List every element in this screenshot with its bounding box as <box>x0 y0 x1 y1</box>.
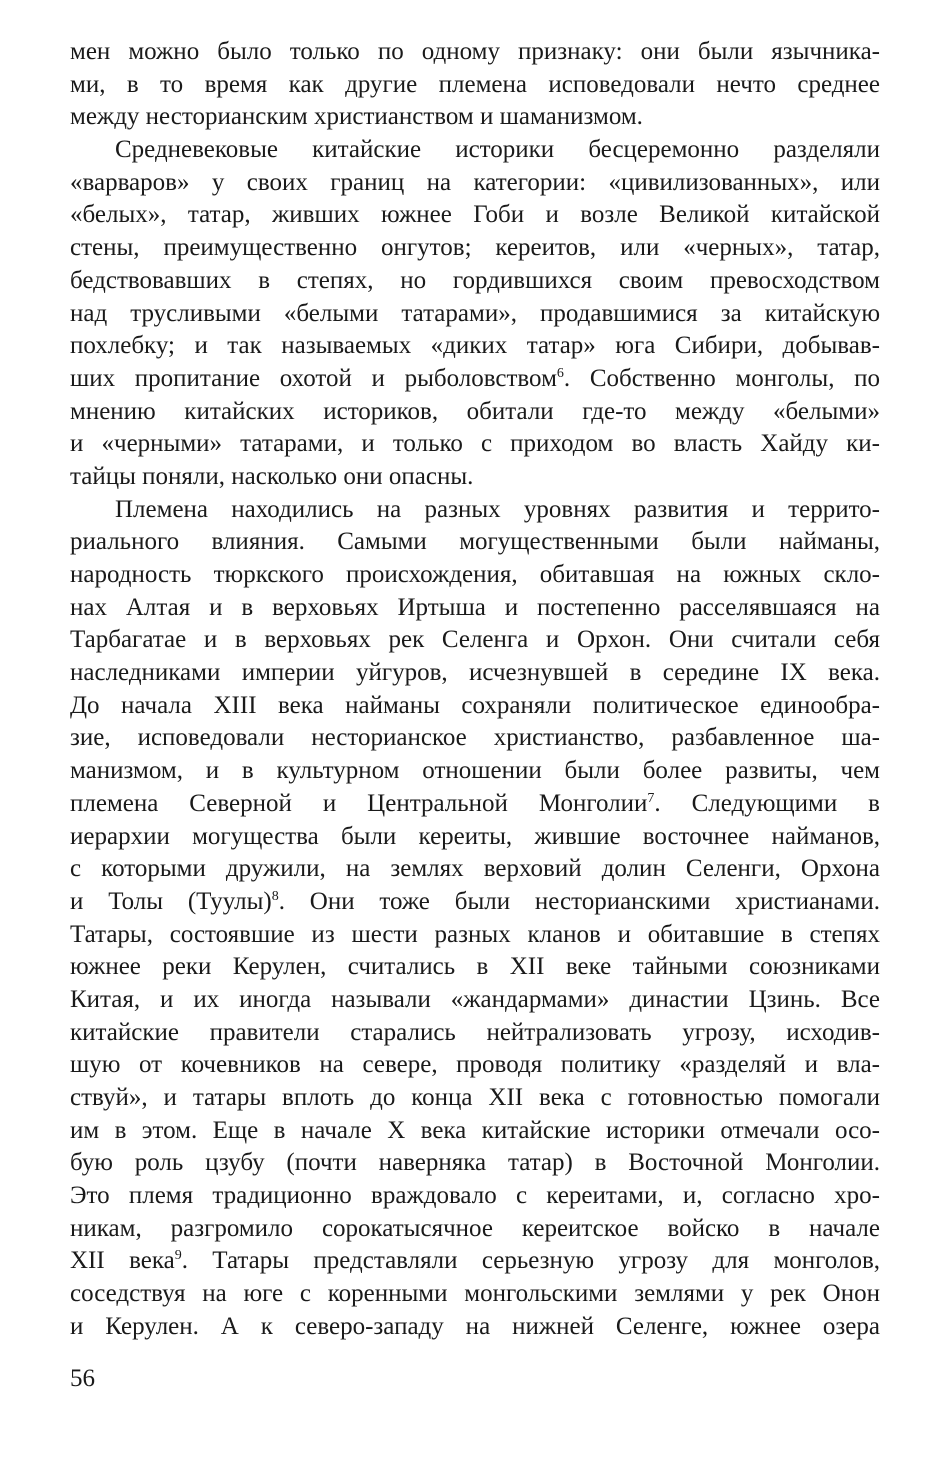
text-line-continuation: . Татары представляли серьезную угрозу для монголов, <box>181 1247 880 1275</box>
text-line <box>70 755 880 788</box>
text-line-content: зие, исповедовали несторианское христианство, разбавленное ша- <box>70 724 880 752</box>
text-line-content: стены, преимущественно онгутов; кереитов, или «черных», татар, <box>70 234 880 262</box>
text-line <box>70 690 880 723</box>
text-line-content: мнению китайских историков, обитали где-то между «белыми» <box>70 397 880 425</box>
text-line <box>70 69 880 102</box>
text-line <box>70 494 880 527</box>
page-number: 56 <box>70 1365 95 1392</box>
footnote-marker: 7 <box>647 790 655 806</box>
text-line-content: Китая, и их иногда называли «жандармами» династии Цзинь. Все <box>70 985 880 1013</box>
text-line-content: между несторианским христианством и шаманизмом. <box>70 103 643 131</box>
text-line <box>70 559 880 592</box>
text-line-content: и «черными» татарами, и только с приходом во власть Хайду ки- <box>70 430 880 458</box>
footnote-marker: 6 <box>556 365 564 381</box>
text-line-content: никам, разгромило сорокатысячное кереитское войско в начале <box>70 1214 880 1242</box>
text-line-content: ствуй», и татары вплоть до конца XII века с готовностью помогали <box>70 1084 880 1111</box>
text-line-content: тайцы поняли, насколько они опасны. <box>70 462 474 490</box>
text-line <box>70 853 880 886</box>
text-line <box>70 788 880 821</box>
text-line <box>70 1049 880 1082</box>
text-line-content: соседствуя на юге с коренными монгольскими землями у рек Онон <box>70 1280 880 1308</box>
text-line <box>70 984 880 1017</box>
text-line-content: бедствовавших в степях, но гордившихся своим превосходством <box>70 266 880 294</box>
text-line <box>70 461 880 494</box>
text-line-content: племена Северной и Центральной Монголии <box>70 789 648 817</box>
text-line-content: бую роль цзубу (почти наверняка татар) в Восточной Монголии. <box>70 1149 880 1177</box>
text-line <box>70 396 880 429</box>
text-line-content: ми, в то время как другие племена исповедовали нечто среднее <box>70 70 880 98</box>
text-line <box>70 1115 880 1148</box>
text-line-content: и Толы (Туулы) <box>70 887 272 915</box>
text-line <box>70 167 880 200</box>
text-line <box>70 101 880 134</box>
text-line <box>70 1082 880 1115</box>
text-line-content: Тарбагатае и в верховьях рек Селенга и Орхон. Они считали себя <box>70 626 880 654</box>
text-line <box>70 199 880 232</box>
text-line <box>70 919 880 952</box>
text-line <box>70 526 880 559</box>
text-line-content: Это племя традиционно враждовало с кереитами, и, согласно хро- <box>70 1182 880 1210</box>
text-line-content: иерархии могущества были кереиты, жившие восточнее найманов, <box>70 822 880 850</box>
text-line-content: риального влияния. Самыми могущественными были найманы, <box>70 528 880 556</box>
text-line <box>70 134 880 167</box>
footnote-marker: 8 <box>271 888 279 904</box>
text-line <box>70 592 880 625</box>
text-line-content: XII века <box>70 1247 175 1275</box>
text-line <box>70 298 880 331</box>
body-text <box>70 36 880 1344</box>
text-line-content: им в этом. Еще в начале X века китайские историки отмечали осо- <box>70 1116 880 1144</box>
text-line-content: народность тюркского происхождения, обитавшая на южных скло- <box>70 561 880 588</box>
text-line-content: Средневековые китайские историки бесцеремонно разделяли <box>115 136 880 164</box>
text-line-continuation: . Собственно монголы, по <box>563 364 880 392</box>
text-line-content: китайские правители старались нейтрализовать угрозу, исходив- <box>70 1018 880 1046</box>
text-line-content: над трусливыми «белыми татарами», продавшимися за китайскую <box>70 299 880 327</box>
text-line <box>70 1245 880 1278</box>
text-line <box>70 657 880 690</box>
text-line <box>70 722 880 755</box>
text-line <box>70 1147 880 1180</box>
text-line <box>70 624 880 657</box>
text-line <box>70 330 880 363</box>
text-line <box>70 36 880 69</box>
text-line-continuation: . Они тоже были несторианскими христианами. <box>278 887 880 915</box>
text-line-content: наследниками империи уйгуров, исчезнувшей в середине IX века. <box>70 659 880 687</box>
text-line-content: и Керулен. А к северо-западу на нижней Селенге, южнее озера <box>70 1312 880 1340</box>
text-line-content: ших пропитание охотой и рыболовством <box>70 364 557 392</box>
text-line-content: Татары, состоявшие из шести разных кланов и обитавшие в степях <box>70 920 880 948</box>
text-line <box>70 1180 880 1213</box>
text-line-continuation: . Следующими в <box>654 789 880 817</box>
text-line-content: похлебку; и так называемых «диких татар» юга Сибири, добывав- <box>70 332 880 360</box>
text-line <box>70 1278 880 1311</box>
text-line <box>70 1017 880 1050</box>
text-line-content: с которыми дружили, на землях верховий долин Селенги, Орхона <box>70 855 880 883</box>
text-line <box>70 951 880 984</box>
text-line <box>70 1311 880 1344</box>
text-line <box>70 428 880 461</box>
text-line-content: «белых», татар, живших южнее Гоби и возле Великой китайской <box>70 201 880 229</box>
text-line <box>70 232 880 265</box>
footnote-marker: 9 <box>174 1248 182 1264</box>
text-line-content: южнее реки Керулен, считались в XII веке тайными союзниками <box>70 953 880 981</box>
text-line-content: нах Алтая и в верховьях Иртыша и постепенно расселявшаяся на <box>70 593 880 621</box>
text-line-content: «варваров» у своих границ на категории: «цивилизованных», или <box>70 168 880 196</box>
text-line-content: Племена находились на разных уровнях развития и террито- <box>115 495 880 523</box>
text-line-content: До начала XIII века найманы сохраняли политическое единообра- <box>70 691 880 719</box>
text-line-content: мен можно было только по одному признаку: они были язычника- <box>70 38 880 65</box>
text-line <box>70 363 880 396</box>
text-line <box>70 886 880 919</box>
text-line-content: манизмом, и в культурном отношении были более развиты, чем <box>70 757 880 785</box>
text-line <box>70 821 880 854</box>
text-line <box>70 1213 880 1246</box>
text-line <box>70 265 880 298</box>
text-line-content: шую от кочевников на севере, проводя политику «разделяй и вла- <box>70 1051 880 1079</box>
